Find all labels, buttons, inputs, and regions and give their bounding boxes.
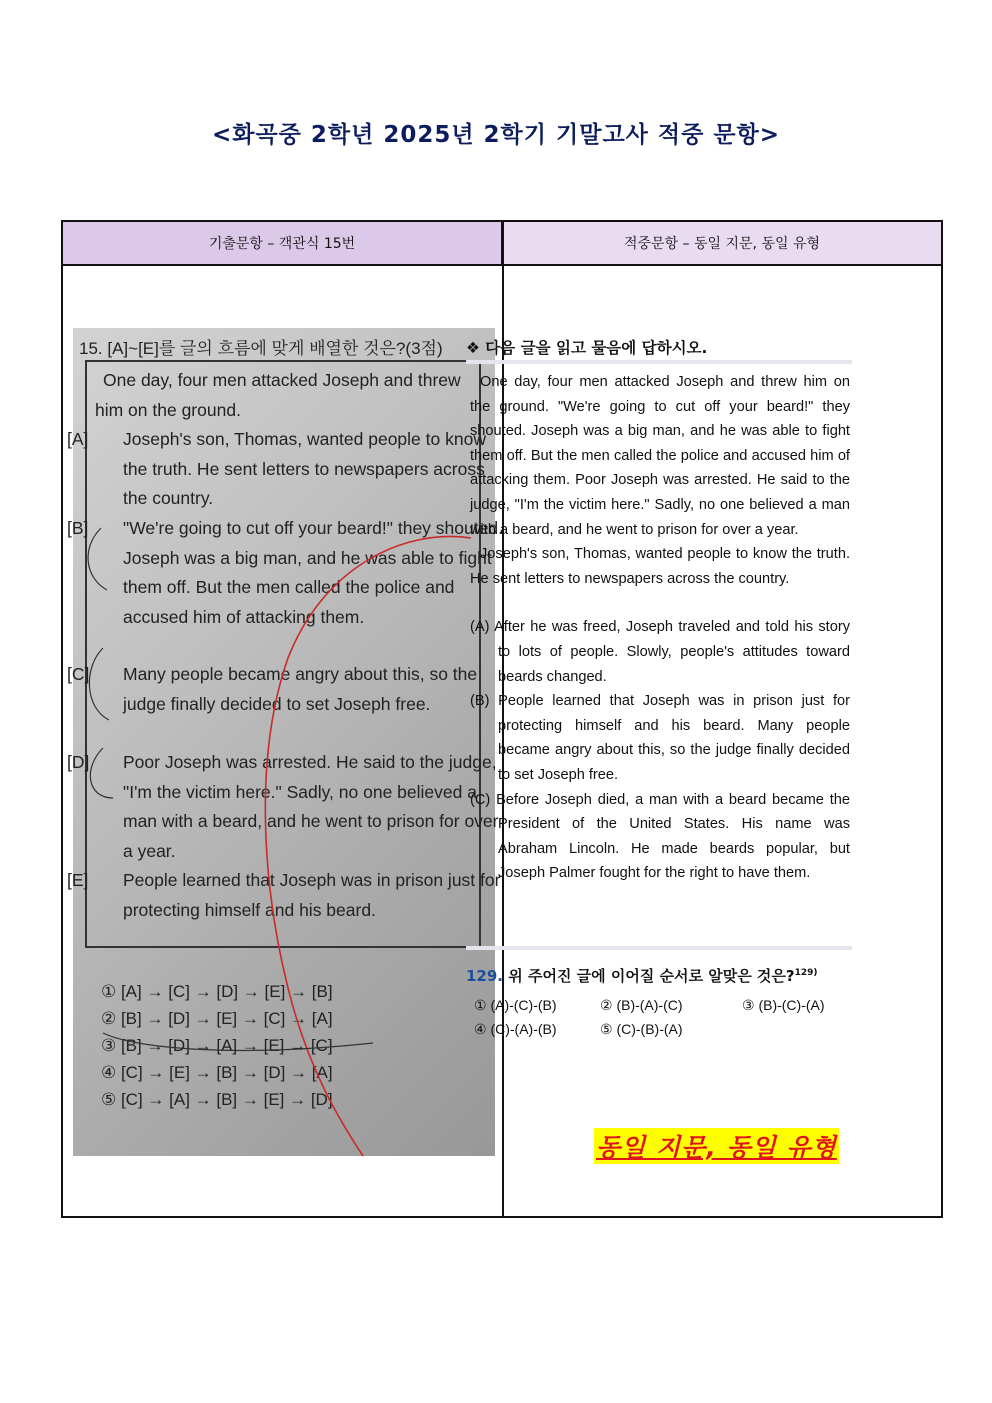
red-pen-mark: [73, 328, 495, 1156]
passage-paragraph: One day, four men attacked Joseph and threw him on the ground. "We're going to cut off your beard!" they shouted. Joseph was a big man, and he was able to fight them off. But the men called the police and accused him of attacking them. Poor Joseph was arrested. He said to the judge, "I'm the victim here." Sadly, no one believed a man with a beard, and he went to prison for over a year.: [470, 374, 850, 538]
choice-item: ① (A)-(C)-(B): [474, 997, 557, 1013]
right-column-header: 적중문항 – 동일 지문, 동일 유형: [503, 222, 941, 266]
choice-item: ④ (C)-(A)-(B): [474, 1021, 557, 1037]
exam-paragraph-e: [E] People learned that Joseph was in prison just for protecting himself and his beard.: [67, 870, 501, 920]
passage-option-c: (C) Before Joseph died, a man with a beard became the President of the United States. His name was Abraham Lincoln. He made beards popular, but Joseph Palmer fought for the right to have them.: [470, 791, 850, 882]
choice-item: ② (B)-(A)-(C): [600, 997, 683, 1013]
passage-option-a: (A) After he was freed, Joseph traveled and told his story to lots of people. Slowly, people's attitudes toward beards changed.: [470, 619, 851, 685]
passage-paragraph: Joseph's son, Thomas, wanted people to know the truth. He sent letters to newspapers across the country.: [470, 546, 850, 587]
exam-paragraph-c: [C] Many people became angry about this, so the judge finally decided to set Joseph free.: [67, 664, 478, 714]
exam-paragraph-b: [B] "We're going to cut off your beard!" they shouted. Joseph was a big man, and he was able to fight them off. But the men called the police and accused him of attacking them.: [67, 518, 503, 627]
question-text: 위 주어진 글에 이어질 순서로 알맞은 것은?: [508, 967, 795, 985]
predicted-passage-frame: [466, 360, 852, 950]
question-footnote: 129): [794, 968, 818, 978]
pen-circle-mark: [88, 528, 107, 590]
instruction-text: ❖ 다음 글을 읽고 물음에 답하시오.: [466, 339, 708, 357]
match-highlight-note: 동일 지문, 동일 유형: [594, 1128, 839, 1164]
choice-item: ⑤ (C)-(B)-(A): [600, 1021, 683, 1037]
exam-question-title: 15. [A]~[E]를 글의 흐름에 맞게 배열한 것은?(3점): [79, 339, 443, 358]
page-title: <화곡중 2학년 2025년 2학기 기말고사 적중 문항>: [211, 122, 781, 148]
passage-option-b: (B) People learned that Joseph was in prison just for protecting himself and his beard. Many people became angry about this, so the judge finally decided to set Joseph free.: [470, 693, 851, 783]
exam-option: ⑤ [C] → [A] → [B] → [E] → [D]: [101, 1090, 333, 1109]
question-number: 129.: [466, 967, 504, 985]
predicted-passage: [470, 370, 850, 886]
choice-item: ③ (B)-(C)-(A): [742, 997, 825, 1013]
exam-option: ④ [C] → [E] → [B] → [D] → [A]: [101, 1063, 333, 1082]
left-column-header: 기출문항 – 객관식 15번: [63, 222, 503, 266]
exam-option: ① [A] → [C] → [D] → [E] → [B]: [101, 982, 333, 1001]
exam-option: ③ [B] → [D] → [A] → [E] → [C]: [101, 1036, 333, 1055]
exam-option: ② [B] → [D] → [E] → [C] → [A]: [101, 1009, 333, 1028]
exam-question-photo: [67, 328, 503, 1156]
predicted-question: [466, 965, 818, 986]
exam-intro: One day, four men attacked Joseph and threw him on the ground.: [95, 370, 461, 420]
exam-paragraph-a: [A] Joseph's son, Thomas, wanted people to know the truth. He sent letters to newspapers across the country.: [67, 429, 486, 508]
exam-paragraph-d: [D] Poor Joseph was arrested. He said to the judge, "I'm the victim here." Sadly, no one believed a man with a beard, and he went to prison for over a year.: [67, 752, 499, 861]
